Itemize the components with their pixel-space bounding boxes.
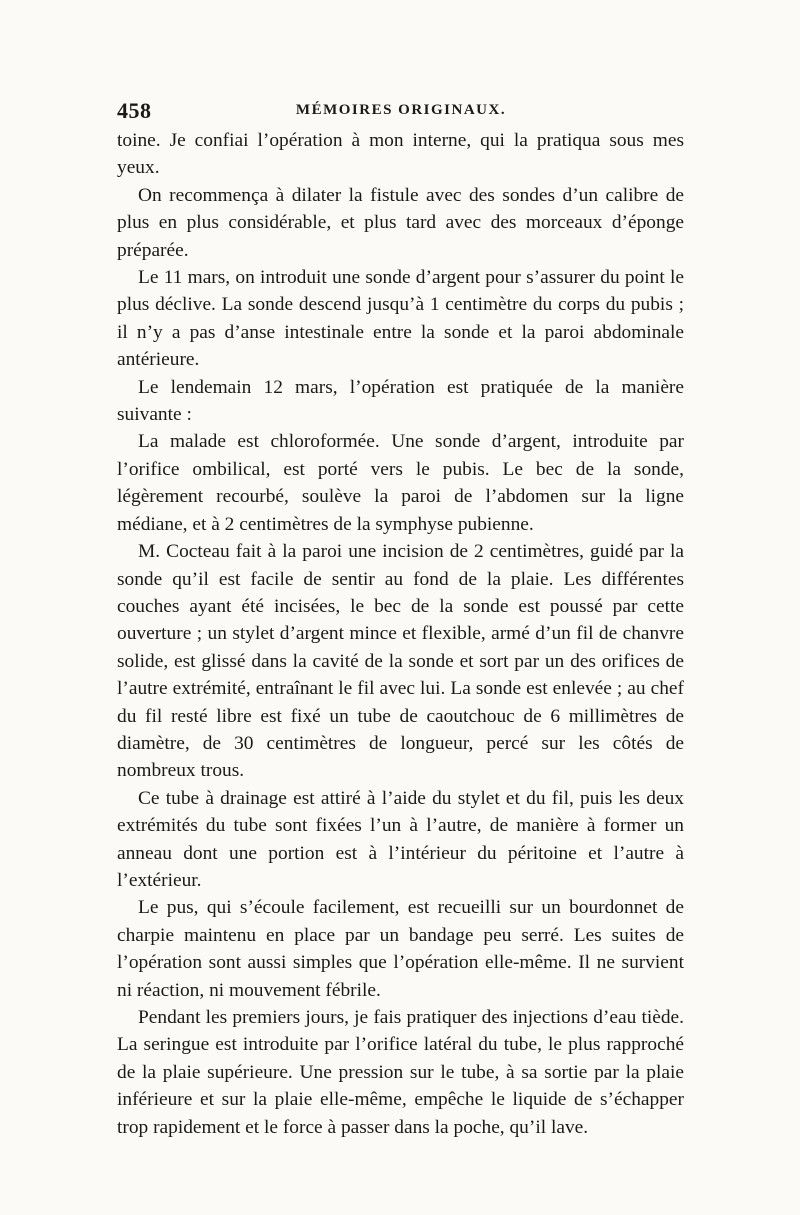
body-text bbox=[117, 127, 684, 1141]
paragraph-continuation: toine. Je confiai l’opération à mon interne, qui la pratiqua sous mes yeux. bbox=[117, 130, 684, 179]
running-title: MÉMOIRES ORIGINAUX. bbox=[295, 102, 507, 118]
paragraph: Le pus, qui s’écoule facilement, est recueilli sur un bourdonnet de charpie maintenu en place par un bandage peu serré. Les suites de l’opération sont aussi simples que l’opération elle-même. Il ne survient ni réaction, ni mouvement fébrile. bbox=[117, 897, 684, 1001]
paragraph: On recommença à dilater la fistule avec des sondes d’un calibre de plus en plus considérable, et plus tard avec des morceaux d’éponge préparée. bbox=[117, 184, 684, 261]
paragraph: La malade est chloroformée. Une sonde d’argent, introduite par l’orifice ombilical, est porté vers le pubis. Le bec de la sonde, légèrement recourbé, soulève la paroi de l’abdomen sur la ligne médiane, et à 2 centimètres de la symphyse pubienne. bbox=[117, 431, 684, 535]
paragraph: M. Cocteau fait à la paroi une incision de 2 centimètres, guidé par la sonde qu’il est facile de sentir au fond de la plaie. Les différentes couches ayant été incisées, le bec de la sonde est poussé par cette ouverture ; un stylet d’argent mince et flexible, armé d’un fil de chanvre solide, est glissé dans la cavité de la sonde et sort par un des orifices de l’autre extrémité, entraînant le fil avec lui. La sonde est enlevée ; au chef du fil resté libre est fixé un tube de caoutchouc de 6 millimètres de diamètre, de 30 centimètres de longueur, percé sur les côtés de nombreux trous. bbox=[117, 541, 684, 782]
paragraph: Le lendemain 12 mars, l’opération est pratiquée de la manière suivante : bbox=[117, 376, 684, 426]
paragraph: Le 11 mars, on introduit une sonde d’argent pour s’assurer du point le plus déclive. La sonde descend jusqu’à 1 centimètre du corps du pubis ; il n’y a pas d’anse intestinale entre la sonde et la paroi abdominale antérieure. bbox=[117, 267, 684, 371]
paragraph: Ce tube à drainage est attiré à l’aide du stylet et du fil, puis les deux extrémités du tube sont fixées l’un à l’autre, de manière à former un anneau dont une portion est à l’intérieur du péritoine et l’autre à l’extérieur. bbox=[117, 787, 684, 891]
page-header bbox=[117, 98, 685, 128]
page-number: 458 bbox=[117, 98, 152, 123]
paragraph: Pendant les premiers jours, je fais pratiquer des injections d’eau tiède. La seringue est introduite par l’orifice latéral du tube, le plus rapproché de la plaie supérieure. Une pression sur le tube, à sa sortie par la plaie inférieure et sur la plaie elle-même, empêche le liquide de s’échapper trop rapidement et le force à passer dans la poche, qu’il lave. bbox=[117, 1007, 684, 1138]
